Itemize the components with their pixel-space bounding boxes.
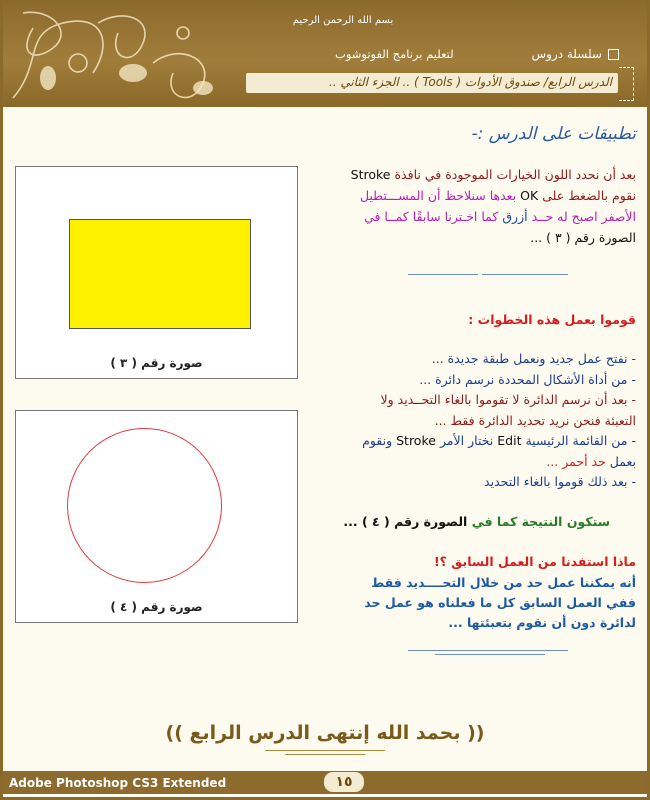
square-bullet-icon <box>608 49 619 60</box>
s4e: ونقوم <box>362 433 393 448</box>
lesson-title: الدرس الرابع/ صندوق الأدوات ( Tools ) .. الجزء الثاني .. <box>328 75 612 89</box>
end-text: (( بحمد الله إنتهى الدرس الرابع )) <box>165 722 485 744</box>
figure-3-caption: صورة رقم ( ٣ ) <box>110 356 203 370</box>
answer-l1: أنه يمكننا عمل حد من خلال التحــــديد فقط <box>371 575 636 590</box>
separator-line <box>408 274 478 275</box>
p1-l3a: الأصفر اصبح له حــد <box>531 209 636 224</box>
question: ماذا استفدنا من العمل السابق ؟! <box>433 554 636 569</box>
steps-title: قوموا بعمل هذه الخطوات : <box>468 312 636 327</box>
answer-l2: ففي العمل السابق كل ما فعلناه هو عمل حد <box>364 595 636 610</box>
separator-line <box>285 754 365 755</box>
lesson-bracket <box>619 67 634 101</box>
p1-l1b: Stroke <box>350 167 391 182</box>
step-1: - نفتح عمل جديد ونعمل طبقة جديدة ... <box>431 351 636 366</box>
p1-l2b: OK <box>520 188 539 203</box>
p1-l2c: بعدها سنلاحظ أن المســـتطيل <box>359 188 517 203</box>
s4g: حد أحمر <box>562 453 606 469</box>
footer-bar <box>3 771 647 794</box>
s4h: ... <box>546 453 559 469</box>
steps-list <box>326 349 636 493</box>
figure-3 <box>15 166 298 379</box>
p1-l3b: أزرق <box>502 209 528 224</box>
answer <box>336 573 636 633</box>
step-4a <box>326 431 636 452</box>
subject-label: لتعليم برنامج الفوتوشوب <box>335 47 454 61</box>
floral-ornament-icon <box>3 3 233 107</box>
p1-l2a: نقوم بالضغط على <box>542 188 636 203</box>
separator-line <box>435 654 545 655</box>
separator-line <box>482 274 568 275</box>
series-label <box>531 47 619 61</box>
step-3a: - بعد أن نرسم الدائرة لا تقوموا بالغاء التحــديد ولا <box>380 392 636 407</box>
separator-line <box>408 650 568 651</box>
basmala: بسم الله الرحمن الرحيم <box>292 15 394 26</box>
section-title: تطبيقات على الدرس :- <box>471 124 636 144</box>
result-a: ستكون النتيجة كما في <box>471 514 610 529</box>
p1-l1a: بعد أن نحدد اللون الخيارات الموجودة في نافذة <box>394 167 636 182</box>
figure-4 <box>15 410 298 623</box>
step-2: - من أداة الأشكال المحددة نرسم دائرة ... <box>419 371 636 387</box>
step-4b <box>326 452 636 473</box>
lesson-title-bar <box>246 73 618 93</box>
s4c: نختار الأمر <box>439 433 494 448</box>
series-text: سلسلة دروس <box>531 47 602 61</box>
result-line <box>343 514 610 529</box>
s4b: Edit <box>497 433 522 448</box>
s4f: بعمل <box>609 453 636 469</box>
page-number: ١٥ <box>324 772 364 792</box>
yellow-rectangle <box>69 219 251 329</box>
answer-l3: لدائرة دون أن نقوم بتعبئتها ... <box>448 615 636 630</box>
separator-line <box>265 750 385 751</box>
result-b: الصورة رقم ( ٤ ) ... <box>343 514 468 529</box>
intro-paragraph <box>304 164 636 248</box>
red-circle <box>67 428 222 583</box>
s4d: Stroke <box>396 433 436 448</box>
step-3b: التعبئة فنحن نريد تحديد الدائرة فقط ... <box>434 412 636 428</box>
product-name: Adobe Photoshop CS3 Extended <box>9 776 227 790</box>
header-banner <box>3 3 647 107</box>
figure-4-caption: صورة رقم ( ٤ ) <box>110 600 203 614</box>
p1-l4: الصورة رقم ( ٣ ) ... <box>530 230 636 245</box>
step-5: - بعد ذلك قوموا بالغاء التحديد <box>484 474 636 489</box>
s4a: - من القائمة الرئيسية <box>525 433 636 448</box>
p1-l3c: كما اخـترنا سابقًا كمــا في <box>364 209 499 224</box>
